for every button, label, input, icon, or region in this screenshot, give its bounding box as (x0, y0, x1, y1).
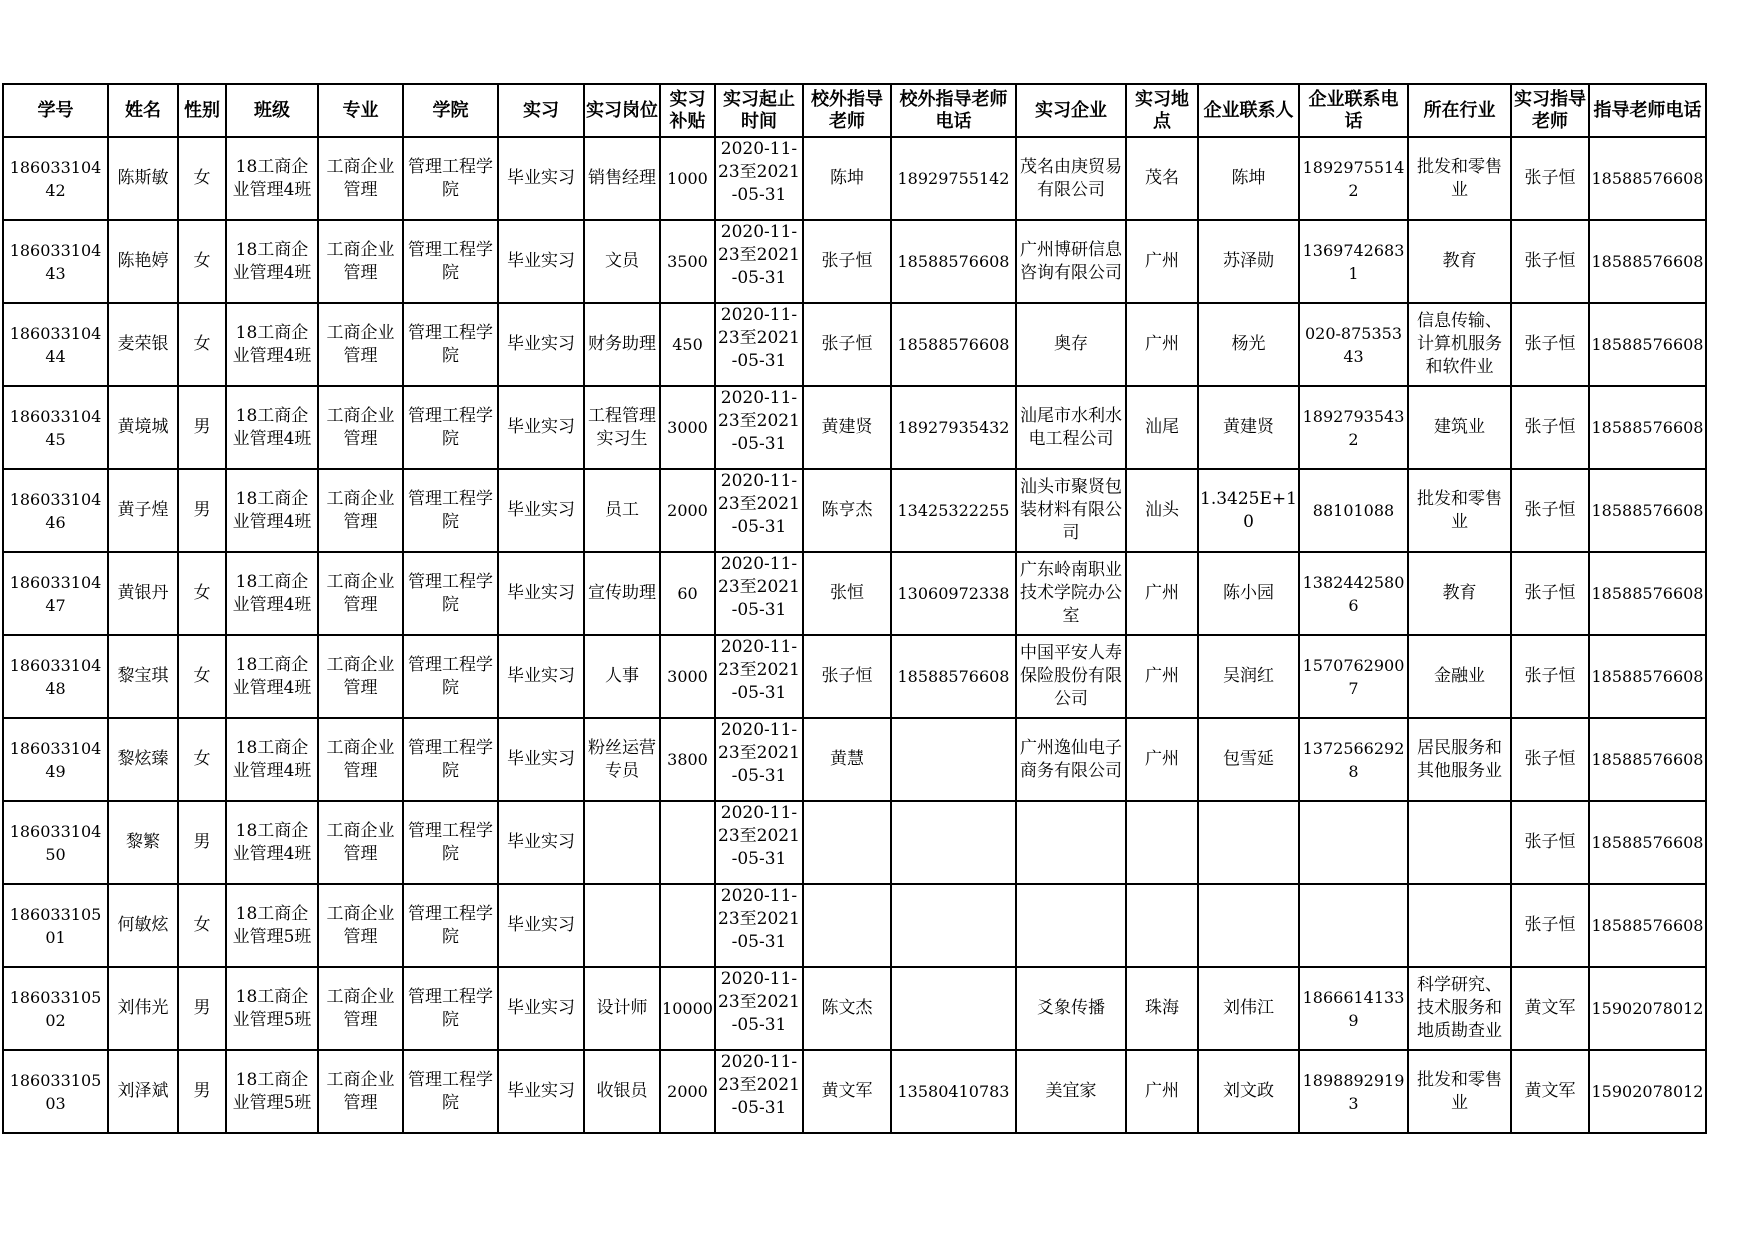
cell-major: 工商企业管理 (318, 635, 403, 718)
cell-internship-type: 毕业实习 (498, 635, 584, 718)
cell-internship-allowance (660, 884, 715, 967)
cell-company-contact: 陈坤 (1198, 137, 1299, 220)
cell-company-contact (1198, 884, 1299, 967)
cell-internship-location: 广州 (1126, 220, 1198, 303)
internship-period-text: 2020-11-23至2021-05-31 (718, 969, 800, 1035)
cell-gender: 女 (178, 137, 226, 220)
cell-advisor-phone: 18588576608 (1589, 386, 1706, 469)
cell-internship-advisor: 张子恒 (1511, 718, 1589, 801)
cell-industry: 批发和零售业 (1408, 1050, 1511, 1133)
cell-company-contact: 包雪延 (1198, 718, 1299, 801)
cell-gender: 女 (178, 220, 226, 303)
cell-internship-location (1126, 801, 1198, 884)
cell-internship-advisor: 张子恒 (1511, 552, 1589, 635)
cell-class: 18工商企业管理4班 (226, 469, 318, 552)
cell-name: 黎炫臻 (108, 718, 178, 801)
cell-college: 管理工程学院 (403, 220, 498, 303)
internship-period-text: 2020-11-23至2021-05-31 (718, 886, 800, 952)
cell-internship-company (1016, 884, 1126, 967)
cell-company-contact-phone: 020-87535343 (1299, 303, 1408, 386)
cell-company-contact: 刘文政 (1198, 1050, 1299, 1133)
cell-gender: 男 (178, 469, 226, 552)
cell-student-id: 18603310446 (3, 469, 108, 552)
cell-external-supervisor (803, 884, 891, 967)
cell-company-contact-phone (1299, 801, 1408, 884)
column-header-internship-position: 实习岗位 (584, 84, 660, 137)
cell-external-supervisor: 张子恒 (803, 303, 891, 386)
cell-company-contact-phone: 13725662928 (1299, 718, 1408, 801)
cell-advisor-phone: 18588576608 (1589, 635, 1706, 718)
header-row (3, 84, 1706, 137)
cell-internship-advisor: 张子恒 (1511, 386, 1589, 469)
cell-class: 18工商企业管理4班 (226, 137, 318, 220)
table-row (3, 303, 1706, 386)
cell-internship-allowance: 10000 (660, 967, 715, 1050)
cell-internship-company: 美宜家 (1016, 1050, 1126, 1133)
cell-external-supervisor-phone: 13425322255 (891, 469, 1016, 552)
cell-company-contact: 陈小园 (1198, 552, 1299, 635)
cell-company-contact-phone: 18929755142 (1299, 137, 1408, 220)
column-header-external-supervisor: 校外指导老师 (803, 84, 891, 137)
cell-internship-type: 毕业实习 (498, 967, 584, 1050)
cell-internship-location: 广州 (1126, 1050, 1198, 1133)
internship-period-text: 2020-11-23至2021-05-31 (718, 471, 800, 537)
cell-external-supervisor-phone: 18927935432 (891, 386, 1016, 469)
cell-industry: 建筑业 (1408, 386, 1511, 469)
column-header-class: 班级 (226, 84, 318, 137)
cell-internship-period (715, 801, 803, 884)
cell-company-contact-phone: 18927935432 (1299, 386, 1408, 469)
cell-internship-period (715, 884, 803, 967)
cell-internship-advisor: 张子恒 (1511, 137, 1589, 220)
cell-internship-location: 汕尾 (1126, 386, 1198, 469)
cell-class: 18工商企业管理4班 (226, 635, 318, 718)
cell-gender: 女 (178, 635, 226, 718)
cell-industry (1408, 884, 1511, 967)
cell-internship-allowance: 1000 (660, 137, 715, 220)
cell-internship-position: 文员 (584, 220, 660, 303)
cell-internship-allowance: 2000 (660, 469, 715, 552)
cell-company-contact: 苏泽勋 (1198, 220, 1299, 303)
cell-student-id: 18603310503 (3, 1050, 108, 1133)
cell-internship-position: 财务助理 (584, 303, 660, 386)
cell-internship-allowance: 450 (660, 303, 715, 386)
cell-advisor-phone: 18588576608 (1589, 303, 1706, 386)
cell-major: 工商企业管理 (318, 220, 403, 303)
cell-student-id: 18603310501 (3, 884, 108, 967)
cell-name: 黎繁 (108, 801, 178, 884)
cell-company-contact-phone: 13697426831 (1299, 220, 1408, 303)
cell-company-contact-phone (1299, 884, 1408, 967)
cell-internship-location: 广州 (1126, 303, 1198, 386)
cell-external-supervisor-phone (891, 718, 1016, 801)
cell-gender: 女 (178, 303, 226, 386)
cell-college: 管理工程学院 (403, 386, 498, 469)
table-row (3, 137, 1706, 220)
cell-internship-advisor: 张子恒 (1511, 303, 1589, 386)
cell-student-id: 18603310442 (3, 137, 108, 220)
cell-internship-company: 奥存 (1016, 303, 1126, 386)
cell-external-supervisor: 陈亨杰 (803, 469, 891, 552)
cell-advisor-phone: 18588576608 (1589, 801, 1706, 884)
cell-college: 管理工程学院 (403, 635, 498, 718)
cell-college: 管理工程学院 (403, 1050, 498, 1133)
cell-company-contact-phone: 15707629007 (1299, 635, 1408, 718)
cell-industry: 信息传输、计算机服务和软件业 (1408, 303, 1511, 386)
cell-advisor-phone: 18588576608 (1589, 718, 1706, 801)
column-header-major: 专业 (318, 84, 403, 137)
cell-internship-advisor: 张子恒 (1511, 469, 1589, 552)
cell-external-supervisor-phone: 18588576608 (891, 635, 1016, 718)
cell-industry: 居民服务和其他服务业 (1408, 718, 1511, 801)
cell-external-supervisor-phone: 18588576608 (891, 220, 1016, 303)
cell-student-id: 18603310445 (3, 386, 108, 469)
column-header-industry: 所在行业 (1408, 84, 1511, 137)
cell-industry: 科学研究、技术服务和地质勘查业 (1408, 967, 1511, 1050)
cell-student-id: 18603310449 (3, 718, 108, 801)
column-header-internship-location: 实习地点 (1126, 84, 1198, 137)
cell-internship-period (715, 718, 803, 801)
cell-external-supervisor: 陈文杰 (803, 967, 891, 1050)
cell-name: 黄境城 (108, 386, 178, 469)
cell-gender: 男 (178, 386, 226, 469)
cell-name: 黎宝琪 (108, 635, 178, 718)
cell-class: 18工商企业管理4班 (226, 220, 318, 303)
cell-internship-period (715, 469, 803, 552)
cell-student-id: 18603310448 (3, 635, 108, 718)
internship-period-text: 2020-11-23至2021-05-31 (718, 388, 800, 454)
cell-internship-allowance: 3800 (660, 718, 715, 801)
table-row (3, 884, 1706, 967)
table-body (3, 137, 1706, 1133)
internship-period-text: 2020-11-23至2021-05-31 (718, 554, 800, 620)
cell-company-contact: 吴润红 (1198, 635, 1299, 718)
cell-internship-period (715, 137, 803, 220)
cell-class: 18工商企业管理4班 (226, 303, 318, 386)
cell-major: 工商企业管理 (318, 303, 403, 386)
cell-internship-advisor: 黄文军 (1511, 967, 1589, 1050)
cell-class: 18工商企业管理4班 (226, 801, 318, 884)
cell-class: 18工商企业管理5班 (226, 967, 318, 1050)
column-header-advisor-phone: 指导老师电话 (1589, 84, 1706, 137)
cell-internship-location: 广州 (1126, 718, 1198, 801)
table-row (3, 469, 1706, 552)
cell-name: 陈艳婷 (108, 220, 178, 303)
cell-industry: 教育 (1408, 552, 1511, 635)
cell-industry (1408, 801, 1511, 884)
column-header-student-id: 学号 (3, 84, 108, 137)
cell-internship-advisor: 张子恒 (1511, 220, 1589, 303)
cell-internship-company: 爻象传播 (1016, 967, 1126, 1050)
cell-gender: 女 (178, 718, 226, 801)
table-row (3, 718, 1706, 801)
cell-internship-type: 毕业实习 (498, 469, 584, 552)
cell-internship-type: 毕业实习 (498, 552, 584, 635)
cell-internship-company: 汕头市聚贤包装材料有限公司 (1016, 469, 1126, 552)
cell-name: 何敏炫 (108, 884, 178, 967)
table-row (3, 967, 1706, 1050)
internship-period-text: 2020-11-23至2021-05-31 (718, 305, 800, 371)
cell-industry: 批发和零售业 (1408, 469, 1511, 552)
cell-internship-type: 毕业实习 (498, 718, 584, 801)
cell-internship-allowance: 3500 (660, 220, 715, 303)
cell-college: 管理工程学院 (403, 801, 498, 884)
cell-major: 工商企业管理 (318, 1050, 403, 1133)
cell-college: 管理工程学院 (403, 718, 498, 801)
cell-internship-position: 人事 (584, 635, 660, 718)
cell-internship-company: 中国平安人寿保险股份有限公司 (1016, 635, 1126, 718)
cell-student-id: 18603310447 (3, 552, 108, 635)
cell-major: 工商企业管理 (318, 967, 403, 1050)
cell-college: 管理工程学院 (403, 469, 498, 552)
cell-internship-company: 广州博研信息咨询有限公司 (1016, 220, 1126, 303)
cell-internship-advisor: 张子恒 (1511, 801, 1589, 884)
cell-company-contact: 杨光 (1198, 303, 1299, 386)
cell-internship-company: 广东岭南职业技术学院办公室 (1016, 552, 1126, 635)
cell-major: 工商企业管理 (318, 137, 403, 220)
cell-major: 工商企业管理 (318, 469, 403, 552)
column-header-internship-period: 实习起止时间 (715, 84, 803, 137)
column-header-company-contact: 企业联系人 (1198, 84, 1299, 137)
cell-internship-type: 毕业实习 (498, 220, 584, 303)
cell-industry: 教育 (1408, 220, 1511, 303)
cell-external-supervisor: 张子恒 (803, 635, 891, 718)
cell-internship-position (584, 884, 660, 967)
cell-internship-allowance: 3000 (660, 386, 715, 469)
internship-table (2, 83, 1707, 1134)
cell-major: 工商企业管理 (318, 552, 403, 635)
column-header-external-supervisor-phone: 校外指导老师电话 (891, 84, 1016, 137)
cell-internship-location (1126, 884, 1198, 967)
internship-period-text: 2020-11-23至2021-05-31 (718, 803, 800, 869)
column-header-company-contact-phone: 企业联系电话 (1299, 84, 1408, 137)
cell-class: 18工商企业管理5班 (226, 1050, 318, 1133)
cell-advisor-phone: 18588576608 (1589, 884, 1706, 967)
internship-period-text: 2020-11-23至2021-05-31 (718, 720, 800, 786)
cell-external-supervisor: 黄建贤 (803, 386, 891, 469)
cell-advisor-phone: 18588576608 (1589, 220, 1706, 303)
cell-company-contact (1198, 801, 1299, 884)
cell-internship-type: 毕业实习 (498, 801, 584, 884)
cell-external-supervisor-phone (891, 884, 1016, 967)
cell-internship-advisor: 张子恒 (1511, 635, 1589, 718)
cell-student-id: 18603310450 (3, 801, 108, 884)
cell-internship-company (1016, 801, 1126, 884)
cell-student-id: 18603310444 (3, 303, 108, 386)
cell-internship-allowance (660, 801, 715, 884)
cell-name: 麦荣银 (108, 303, 178, 386)
cell-external-supervisor: 陈坤 (803, 137, 891, 220)
internship-period-text: 2020-11-23至2021-05-31 (718, 139, 800, 205)
cell-name: 黄子煌 (108, 469, 178, 552)
cell-class: 18工商企业管理4班 (226, 386, 318, 469)
cell-internship-position: 销售经理 (584, 137, 660, 220)
cell-student-id: 18603310502 (3, 967, 108, 1050)
cell-internship-period (715, 552, 803, 635)
cell-gender: 男 (178, 967, 226, 1050)
cell-college: 管理工程学院 (403, 967, 498, 1050)
cell-internship-period (715, 386, 803, 469)
cell-internship-type: 毕业实习 (498, 884, 584, 967)
internship-period-text: 2020-11-23至2021-05-31 (718, 637, 800, 703)
cell-internship-location: 珠海 (1126, 967, 1198, 1050)
cell-name: 黄银丹 (108, 552, 178, 635)
cell-internship-location: 汕头 (1126, 469, 1198, 552)
table-row (3, 220, 1706, 303)
cell-internship-advisor: 黄文军 (1511, 1050, 1589, 1133)
cell-external-supervisor-phone: 18588576608 (891, 303, 1016, 386)
cell-internship-period (715, 220, 803, 303)
cell-advisor-phone: 15902078012 (1589, 967, 1706, 1050)
cell-industry: 金融业 (1408, 635, 1511, 718)
cell-internship-type: 毕业实习 (498, 137, 584, 220)
cell-external-supervisor: 黄文军 (803, 1050, 891, 1133)
cell-internship-position: 设计师 (584, 967, 660, 1050)
cell-name: 刘泽斌 (108, 1050, 178, 1133)
cell-internship-type: 毕业实习 (498, 386, 584, 469)
cell-internship-location: 广州 (1126, 552, 1198, 635)
cell-gender: 女 (178, 552, 226, 635)
cell-external-supervisor-phone (891, 967, 1016, 1050)
cell-advisor-phone: 18588576608 (1589, 469, 1706, 552)
cell-company-contact: 黄建贤 (1198, 386, 1299, 469)
cell-internship-position (584, 801, 660, 884)
cell-major: 工商企业管理 (318, 718, 403, 801)
cell-internship-company: 茂名由庚贸易有限公司 (1016, 137, 1126, 220)
cell-internship-position: 宣传助理 (584, 552, 660, 635)
cell-external-supervisor-phone (891, 801, 1016, 884)
cell-class: 18工商企业管理4班 (226, 718, 318, 801)
cell-internship-position: 员工 (584, 469, 660, 552)
cell-college: 管理工程学院 (403, 552, 498, 635)
column-header-internship-company: 实习企业 (1016, 84, 1126, 137)
cell-internship-allowance: 3000 (660, 635, 715, 718)
cell-internship-company: 广州逸仙电子商务有限公司 (1016, 718, 1126, 801)
cell-college: 管理工程学院 (403, 137, 498, 220)
cell-external-supervisor-phone: 13580410783 (891, 1050, 1016, 1133)
cell-company-contact-phone: 88101088 (1299, 469, 1408, 552)
cell-external-supervisor (803, 801, 891, 884)
table-row (3, 1050, 1706, 1133)
column-header-gender: 性别 (178, 84, 226, 137)
internship-period-text: 2020-11-23至2021-05-31 (718, 1052, 800, 1118)
cell-internship-period (715, 967, 803, 1050)
cell-advisor-phone: 18588576608 (1589, 552, 1706, 635)
cell-company-contact-phone: 18666141339 (1299, 967, 1408, 1050)
cell-internship-period (715, 1050, 803, 1133)
cell-internship-advisor: 张子恒 (1511, 884, 1589, 967)
cell-internship-location: 茂名 (1126, 137, 1198, 220)
table-row (3, 386, 1706, 469)
column-header-college: 学院 (403, 84, 498, 137)
cell-internship-location: 广州 (1126, 635, 1198, 718)
cell-college: 管理工程学院 (403, 884, 498, 967)
column-header-name: 姓名 (108, 84, 178, 137)
cell-major: 工商企业管理 (318, 386, 403, 469)
cell-company-contact-phone: 13824425806 (1299, 552, 1408, 635)
cell-internship-period (715, 635, 803, 718)
cell-gender: 男 (178, 1050, 226, 1133)
column-header-internship-type: 实习 (498, 84, 584, 137)
cell-industry: 批发和零售业 (1408, 137, 1511, 220)
cell-class: 18工商企业管理5班 (226, 884, 318, 967)
internship-period-text: 2020-11-23至2021-05-31 (718, 222, 800, 288)
cell-gender: 男 (178, 801, 226, 884)
cell-internship-company: 汕尾市水利水电工程公司 (1016, 386, 1126, 469)
cell-college: 管理工程学院 (403, 303, 498, 386)
table-row (3, 552, 1706, 635)
cell-class: 18工商企业管理4班 (226, 552, 318, 635)
column-header-internship-allowance: 实习补贴 (660, 84, 715, 137)
cell-internship-type: 毕业实习 (498, 303, 584, 386)
cell-external-supervisor: 张子恒 (803, 220, 891, 303)
cell-advisor-phone: 15902078012 (1589, 1050, 1706, 1133)
column-header-internship-advisor: 实习指导老师 (1511, 84, 1589, 137)
cell-name: 陈斯敏 (108, 137, 178, 220)
cell-advisor-phone: 18588576608 (1589, 137, 1706, 220)
cell-name: 刘伟光 (108, 967, 178, 1050)
cell-student-id: 18603310443 (3, 220, 108, 303)
cell-company-contact: 1.3425E+10 (1198, 469, 1299, 552)
cell-external-supervisor-phone: 18929755142 (891, 137, 1016, 220)
cell-internship-allowance: 2000 (660, 1050, 715, 1133)
cell-major: 工商企业管理 (318, 801, 403, 884)
cell-internship-type: 毕业实习 (498, 1050, 584, 1133)
cell-company-contact: 刘伟江 (1198, 967, 1299, 1050)
cell-internship-allowance: 60 (660, 552, 715, 635)
cell-external-supervisor-phone: 13060972338 (891, 552, 1016, 635)
table-row (3, 635, 1706, 718)
cell-internship-position: 工程管理实习生 (584, 386, 660, 469)
cell-major: 工商企业管理 (318, 884, 403, 967)
cell-external-supervisor: 黄慧 (803, 718, 891, 801)
cell-company-contact-phone: 18988929193 (1299, 1050, 1408, 1133)
cell-external-supervisor: 张恒 (803, 552, 891, 635)
cell-gender: 女 (178, 884, 226, 967)
cell-internship-period (715, 303, 803, 386)
cell-internship-position: 收银员 (584, 1050, 660, 1133)
table-row (3, 801, 1706, 884)
cell-internship-position: 粉丝运营专员 (584, 718, 660, 801)
